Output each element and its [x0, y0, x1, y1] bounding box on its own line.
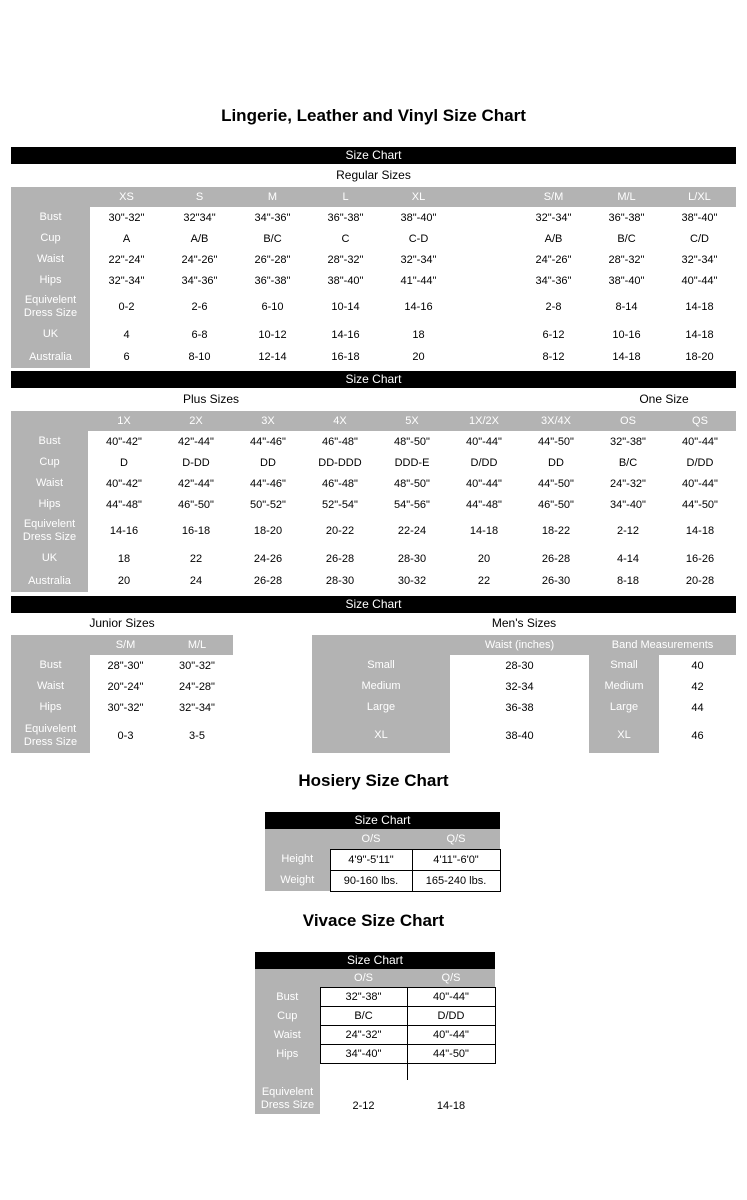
row-label: Equivelent Dress Size: [11, 291, 90, 323]
cell: 32"-34": [400, 253, 437, 266]
cell: 3-5: [189, 729, 205, 742]
cell: 16-26: [685, 552, 715, 565]
cell: 32-34: [505, 680, 534, 693]
column-header: L: [309, 187, 382, 207]
cell: 90-160 lbs.: [330, 870, 412, 891]
mens-sizes-table: [312, 635, 736, 753]
table-row: [255, 1007, 495, 1026]
cell: 44"-46": [250, 435, 286, 448]
vivace-title: Vivace Size Chart: [302, 910, 445, 930]
gap-cell: [455, 323, 517, 346]
cell: 28"-32": [608, 253, 645, 266]
size-label: XL: [589, 718, 659, 753]
regular-sizes-heading: Regular Sizes: [336, 168, 411, 182]
cell: 30-32: [397, 575, 427, 587]
row-label: Height: [265, 849, 330, 870]
cell: 0-2: [118, 301, 135, 313]
cell: 24"-28": [179, 680, 215, 693]
column-header: Q/S: [412, 829, 500, 849]
cell: 46"-48": [322, 477, 358, 490]
cell: 44"-50": [407, 1045, 495, 1064]
cell: 2-12: [352, 1099, 375, 1112]
table-row: [11, 346, 736, 368]
cell: 24"-26": [181, 253, 218, 266]
corner-cell: [255, 969, 320, 988]
table-row: [11, 249, 736, 270]
cell: 34"-36": [254, 211, 291, 224]
cell: 28"-32": [327, 253, 364, 266]
table-row: [11, 473, 736, 494]
cell: 26-28: [253, 575, 283, 587]
cell: 24: [189, 575, 203, 587]
cell: 32"-34": [179, 701, 215, 714]
cell: 20: [412, 351, 425, 363]
cell: 38"-40": [400, 211, 437, 224]
cell: 10-16: [612, 328, 641, 341]
size-label: Large: [589, 697, 659, 718]
table-row: [11, 494, 736, 515]
cell: 30"-32": [179, 659, 215, 672]
column-header: XL: [382, 187, 455, 207]
header-row: [11, 187, 736, 207]
vivace-section: [255, 952, 495, 1114]
row-label: Waist: [11, 249, 90, 270]
cell: C/D: [690, 232, 709, 245]
row-label: Weight: [265, 870, 330, 891]
cell: 8-12: [542, 351, 565, 363]
header-row: [312, 635, 736, 655]
cell: 36-38: [505, 701, 534, 714]
cell: 6-10: [261, 301, 284, 313]
column-header: 2X: [160, 411, 232, 431]
column-header: 1X: [88, 411, 160, 431]
cell: 34"-40": [320, 1045, 407, 1064]
cell: 6: [123, 351, 130, 363]
column-header: S: [163, 187, 236, 207]
column-header: M/L: [590, 187, 663, 207]
cell: D-DD: [182, 456, 210, 469]
row-label: Hips: [11, 270, 90, 291]
column-header: M: [236, 187, 309, 207]
cell: 18-20: [253, 525, 283, 537]
column-header: XS: [90, 187, 163, 207]
cell: 20-22: [325, 525, 355, 537]
cell: 30"-32": [107, 701, 144, 714]
row-label: UK: [11, 547, 88, 570]
cell: 8-14: [615, 301, 638, 313]
cell: 6-12: [542, 328, 565, 341]
table-row: [255, 1045, 495, 1064]
cell: 0-3: [117, 729, 134, 742]
table-row: [312, 697, 736, 718]
row-label: Equivelent Dress Size: [11, 718, 90, 753]
cell: 32"-38": [610, 435, 646, 448]
cell: B/C: [263, 232, 282, 245]
row-label: Waist: [255, 1026, 320, 1045]
cell: 18-22: [541, 525, 571, 537]
size-chart-bar-plus: Size Chart: [11, 371, 736, 388]
size-chart-bar-regular: Size Chart: [11, 147, 736, 164]
table-row: [11, 207, 736, 228]
cell: 22"-24": [108, 253, 145, 266]
cell: 48"-50": [394, 477, 430, 490]
table-row: [11, 515, 736, 547]
table-row: [11, 452, 736, 473]
cell: 44"-46": [250, 477, 286, 490]
cell: 14-18: [436, 1099, 466, 1112]
cell: 14-16: [109, 525, 139, 537]
cell: 41"-44": [400, 274, 437, 287]
cell: 22: [189, 552, 203, 565]
cell: 6-8: [191, 328, 208, 341]
corner-cell: [265, 829, 330, 849]
gap-cell: [455, 346, 517, 368]
row-label: Hips: [11, 494, 88, 515]
cell: 24-26: [253, 552, 283, 565]
cell: 8-10: [188, 351, 211, 363]
table-row: [11, 431, 736, 452]
cell: 44: [691, 701, 704, 714]
cell: 14-18: [685, 301, 714, 313]
plus-sizes-heading: Plus Sizes: [182, 392, 240, 406]
cell: 44"-48": [466, 498, 502, 511]
table-row: [312, 655, 736, 676]
table-row: [11, 655, 233, 676]
cell: 54"-56": [394, 498, 430, 511]
table-row: [11, 697, 233, 718]
page-title: Lingerie, Leather and Vinyl Size Chart: [221, 106, 526, 125]
cell: 46"-50": [178, 498, 214, 511]
cell: 28-30: [505, 659, 534, 672]
size-label: Medium: [312, 676, 450, 697]
column-header: S/M: [517, 187, 590, 207]
cell: 44"-50": [538, 477, 574, 490]
column-header: 5X: [376, 411, 448, 431]
cell: 32"-34": [681, 253, 718, 266]
row-label: Waist: [11, 676, 90, 697]
cell: 24"-32": [610, 477, 646, 490]
cell: 14-18: [469, 525, 499, 537]
header-row: [11, 635, 233, 655]
column-header: OS: [592, 411, 664, 431]
size-label: Medium: [589, 676, 659, 697]
cell: 10-14: [331, 301, 360, 313]
spacer-row: [255, 1064, 495, 1080]
cell: 8-18: [616, 575, 640, 587]
corner-cell: [11, 187, 90, 207]
corner-cell: [11, 635, 90, 655]
cell: 40"-44": [407, 988, 495, 1007]
waist-column-header: Waist (inches): [450, 635, 589, 655]
table-row: [312, 718, 736, 753]
cell: 40: [691, 659, 704, 672]
row-label: Cup: [11, 452, 88, 473]
gap-cell: [455, 228, 517, 249]
row-label: Australia: [11, 570, 88, 592]
cell: 4: [123, 328, 130, 341]
cell: 26-28: [325, 552, 355, 565]
cell: 18-20: [685, 351, 714, 363]
table-row: [11, 570, 736, 592]
cell: C-D: [408, 232, 429, 245]
row-label: [255, 1064, 320, 1080]
cell: 44"-50": [538, 435, 574, 448]
row-label: Cup: [255, 1007, 320, 1026]
column-header: QS: [664, 411, 736, 431]
table-row: [265, 870, 500, 891]
column-header: 1X/2X: [448, 411, 520, 431]
cell: 42: [691, 680, 704, 693]
cell: 40"-44": [682, 435, 718, 448]
junior-sizes-block: [11, 613, 233, 753]
cell: 28"-30": [107, 659, 144, 672]
cell: 40"-42": [106, 477, 142, 490]
cell: 38"-40": [681, 211, 718, 224]
gap-cell: [455, 270, 517, 291]
row-label: Australia: [11, 346, 90, 368]
cell: 24"-26": [535, 253, 572, 266]
spacer-cell: [407, 1064, 495, 1080]
mens-sizes-heading: Men's Sizes: [491, 616, 557, 630]
cell: 38"-40": [608, 274, 645, 287]
size-label: Small: [589, 655, 659, 676]
cell: D/DD: [470, 456, 498, 469]
cell: B/C: [617, 232, 636, 245]
cell: 26"-28": [254, 253, 291, 266]
cell: D/DD: [407, 1007, 495, 1026]
column-header: 3X: [232, 411, 304, 431]
cell: DDD-E: [394, 456, 430, 469]
corner-cell: [11, 411, 88, 431]
hosiery-section: [265, 812, 500, 892]
cell: 18: [412, 328, 425, 341]
row-label: Hips: [255, 1045, 320, 1064]
cell: 28-30: [325, 575, 355, 587]
hosiery-title: Hosiery Size Chart: [298, 771, 449, 790]
cell: C: [341, 232, 350, 245]
row-label: Waist: [11, 473, 88, 494]
cell: DD: [548, 456, 564, 469]
table-row: [265, 849, 500, 870]
row-label: Equivelent Dress Size: [11, 515, 88, 547]
cell: 38-40: [505, 729, 534, 742]
table-row: [11, 270, 736, 291]
cell: 14-18: [685, 328, 714, 341]
cell: 18: [117, 552, 131, 565]
table-row: [312, 676, 736, 697]
header-row: [265, 829, 500, 849]
cell: 20-28: [685, 575, 715, 587]
table-row: [255, 1026, 495, 1045]
header-row: [255, 969, 495, 988]
row-label: Equivelent Dress Size: [255, 1080, 320, 1114]
cell: 14-18: [612, 351, 641, 363]
cell: 40"-44": [466, 435, 502, 448]
band-column-header: Band Measurements: [589, 635, 736, 655]
cell: 36"-38": [327, 211, 364, 224]
spacer-cell: [320, 1064, 407, 1080]
regular-sizes-table: [11, 187, 736, 368]
junior-mens-section: [11, 613, 736, 753]
plus-sizes-table: [11, 411, 736, 592]
row-label: Bust: [11, 655, 90, 676]
table-row: [11, 323, 736, 346]
mens-sizes-block: [312, 613, 736, 753]
cell: 32"34": [183, 211, 216, 224]
hosiery-table: [265, 829, 501, 892]
cell: 50"-52": [250, 498, 286, 511]
cell: 32"-38": [320, 988, 407, 1007]
row-label: Bust: [11, 431, 88, 452]
cell: 40"-44": [466, 477, 502, 490]
cell: 16-18: [331, 351, 360, 363]
cell: 38"-40": [327, 274, 364, 287]
cell: 2-8: [545, 301, 562, 313]
one-size-heading: One Size: [639, 392, 689, 406]
cell: B/C: [618, 456, 638, 469]
table-row: [255, 988, 495, 1007]
table-row: [11, 291, 736, 323]
column-header: O/S: [320, 969, 407, 988]
cell: 14-16: [331, 328, 360, 341]
table-row: [11, 718, 233, 753]
row-label: Hips: [11, 697, 90, 718]
gap-cell: [455, 249, 517, 270]
junior-sizes-heading: Junior Sizes: [89, 616, 155, 630]
cell: DD-DDD: [318, 456, 362, 469]
cell: 10-12: [258, 328, 287, 341]
cell: A/B: [190, 232, 209, 245]
cell: 40"-44": [681, 274, 718, 287]
junior-sizes-table: [11, 635, 233, 753]
cell: 28-30: [397, 552, 427, 565]
cell: 42"-44": [178, 435, 214, 448]
cell: 20: [117, 575, 131, 587]
cell: 32"-34": [108, 274, 145, 287]
table-row: [11, 676, 233, 697]
cell: 40"-44": [682, 477, 718, 490]
cell: 46: [691, 729, 704, 742]
cell: D/DD: [686, 456, 714, 469]
cell: 26-30: [541, 575, 571, 587]
cell: 30"-32": [108, 211, 145, 224]
cell: 40"-42": [106, 435, 142, 448]
column-header: S/M: [90, 635, 161, 655]
header-row: [11, 411, 736, 431]
cell: 34"-40": [610, 498, 646, 511]
cell: A/B: [544, 232, 563, 245]
gap-cell: [455, 207, 517, 228]
cell: 36"-38": [254, 274, 291, 287]
column-header: Q/S: [407, 969, 495, 988]
cell: 48"-50": [394, 435, 430, 448]
cell: D: [120, 456, 128, 469]
size-label: Small: [312, 655, 450, 676]
cell: 22: [477, 575, 491, 587]
gap-header-cell: [455, 187, 517, 207]
cell: 2-12: [616, 525, 640, 537]
row-label: UK: [11, 323, 90, 346]
cell: 20: [477, 552, 491, 565]
row-label: Cup: [11, 228, 90, 249]
gap-cell: [455, 291, 517, 323]
column-header: O/S: [330, 829, 412, 849]
column-header: L/XL: [663, 187, 736, 207]
cell: 14-18: [685, 525, 715, 537]
cell: 22-24: [397, 525, 427, 537]
cell: B/C: [320, 1007, 407, 1026]
cell: DD: [260, 456, 276, 469]
cell: 36"-38": [608, 211, 645, 224]
cell: 14-16: [404, 301, 433, 313]
column-header: M/L: [161, 635, 233, 655]
cell: 4-14: [616, 552, 640, 565]
size-chart-bar-junior-mens: Size Chart: [11, 596, 736, 613]
cell: 46"-48": [322, 435, 358, 448]
table-row: [255, 1080, 495, 1114]
cell: 46"-50": [538, 498, 574, 511]
size-chart-bar-vivace: Size Chart: [255, 952, 495, 969]
cell: 24"-32": [320, 1026, 407, 1045]
cell: 42"-44": [178, 477, 214, 490]
cell: 4'11"-6'0": [412, 849, 500, 870]
size-label: Large: [312, 697, 450, 718]
column-header: 4X: [304, 411, 376, 431]
cell: 26-28: [541, 552, 571, 565]
cell: 34"-36": [535, 274, 572, 287]
cell: 2-6: [191, 301, 208, 313]
vivace-table: [255, 969, 496, 1114]
cell: 165-240 lbs.: [412, 870, 500, 891]
plus-sizes-heading-row: [11, 388, 736, 411]
cell: 52"-54": [322, 498, 358, 511]
cell: 4'9"-5'11": [330, 849, 412, 870]
size-chart-bar-hosiery: Size Chart: [265, 812, 500, 829]
row-label: Bust: [11, 207, 90, 228]
cell: 34"-36": [181, 274, 218, 287]
cell: 16-18: [181, 525, 211, 537]
cell: 44"-50": [682, 498, 718, 511]
row-label: Bust: [255, 988, 320, 1007]
corner-cell: [312, 635, 450, 655]
cell: A: [122, 232, 131, 245]
cell: 12-14: [258, 351, 287, 363]
size-label: XL: [312, 718, 450, 753]
table-row: [11, 547, 736, 570]
table-row: [11, 228, 736, 249]
cell: 40"-44": [407, 1026, 495, 1045]
cell: 20"-24": [107, 680, 144, 693]
cell: 44"-48": [106, 498, 142, 511]
column-header: 3X/4X: [520, 411, 592, 431]
cell: 32"-34": [535, 211, 572, 224]
